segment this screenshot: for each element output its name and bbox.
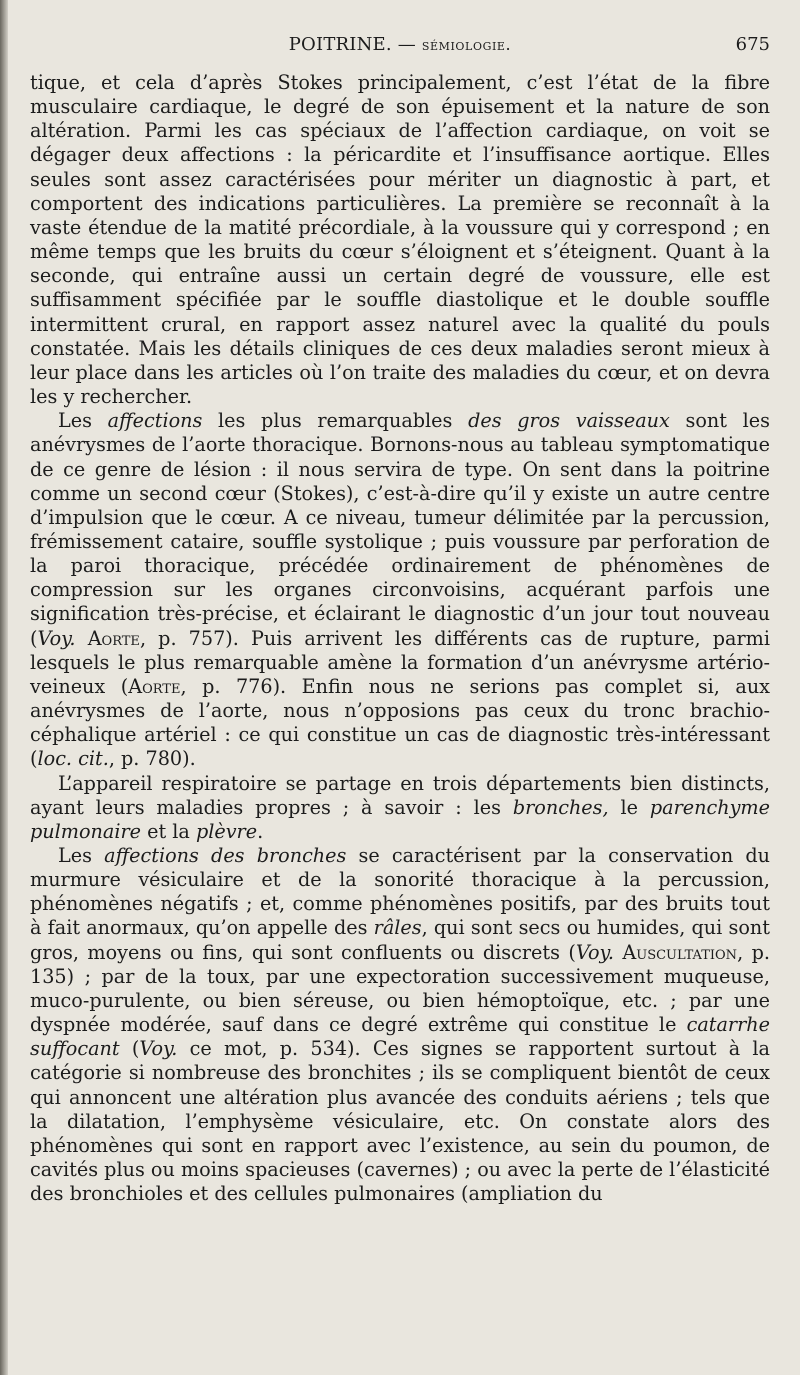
text-run: Les: [58, 409, 108, 433]
paragraph: [30, 71, 770, 409]
text-run: , p. 780).: [108, 747, 196, 771]
page-number: 675: [735, 34, 770, 55]
running-title-main: POITRINE. —: [288, 34, 422, 55]
running-title: [30, 34, 770, 55]
text-run: ce mot, p. 534). Ces signes se rapportent surtout à la catégorie si nombreuse des bronchites ; ils se compliquent bientôt de ceux qui annoncent une altération plus avancée des conduits aériens ; tels que la dilatation, l’emphysème vésiculaire, etc. On constate alors des phénomènes qui sont en rapport avec l’existence, au sein du poumon, de cavités plus ou moins spacieuses (cavernes) ; ou avec la perte de l’élasticité des bronchioles et des cellules pulmonaires (ampliation du: [30, 1037, 770, 1206]
italic-run: Voy.: [139, 1037, 178, 1061]
italic-run: Voy.: [37, 626, 76, 650]
italic-run: Voy.: [575, 940, 614, 964]
italic-run: catarrhe suffocant: [30, 1013, 770, 1061]
text-run: Les: [58, 844, 105, 867]
text-run: les plus remarquables: [202, 409, 469, 433]
body-text: [30, 71, 770, 1206]
italic-run: affections: [107, 409, 203, 433]
italic-run: parenchyme pulmonaire: [30, 795, 770, 843]
small-caps-run: Auscultation: [622, 940, 738, 964]
text-run: (: [119, 1037, 140, 1061]
text-run: .: [257, 819, 264, 843]
paragraph: [30, 409, 770, 771]
text-run: tique, et cela d’après Stokes principalement, c’est l’état de la fibre musculaire cardiaque, le degré de son épuisement et la nature de son altération. Parmi les cas spéciaux de l’affection cardiaque, on voit se dégager deux affections : la péricardite et l’insuffisance aortique. Elles seules sont assez caractérisées pour mériter un diagnostic à part, et comportent des indications particulières. La première se reconnaît à la vaste étendue de la matité précordiale, à la voussure qui y correspond ; en même temps que les bruits du cœur s’éloignent et s’éteignent. Quant à la seconde, qui entraîne aussi un certain degré de voussure, elle est suffisamment spécifiée par le souffle diastolique et le double souffle intermittent crural, en rapport assez naturel avec la qualité du pouls constatée. Mais les détails cliniques de ces deux maladies seront mieux à leur place dans les articles où l’on traite des maladies du cœur, et on devra les y rechercher.: [30, 71, 770, 409]
small-caps-run: Aorte: [128, 674, 181, 698]
text-run: , p. 135) ; par de la toux, par une expectoration successivement muqueuse, muco-purulente, ou bien séreuse, ou bien hémoptoïque, etc. ; par une dyspnée modérée, sauf dans ce degré extrême qui constitue le: [30, 940, 770, 1037]
text-run: , qui sont secs ou humides, qui sont gros, moyens ou fins, qui sont confluents ou discrets (: [30, 916, 770, 964]
text-run: L’appareil respiratoire se partage en trois départements bien distincts, ayant leurs maladies propres ; à savoir : les: [30, 771, 770, 819]
italic-run: affections des bronches: [104, 844, 347, 867]
text-run: [76, 627, 88, 650]
italic-run: râles: [373, 916, 422, 940]
paragraph: [30, 844, 770, 1206]
italic-run: plèvre: [195, 819, 258, 843]
running-title-sub: sémiologie.: [421, 35, 512, 54]
text-run: sont les anévrysmes de l’aorte thoracique. Bornons-nous au tableau symptomatique de ce genre de lésion : il nous servira de type. On sent dans la poitrine comme un second cœur (Stokes), c’est-à-dire qu’il y existe un autre centre d’impulsion que le cœur. A ce niveau, tumeur délimitée par la percussion, frémissement cataire, souffle systolique ; puis voussure par perforation de la paroi thoracique, précédée ordinairement de phénomènes de compression sur les organes circonvoisins, acquérant parfois une signification très-précise, et éclairant le diagnostic d’un jour tout nouveau (: [30, 409, 770, 650]
paragraph: [30, 772, 770, 844]
small-caps-run: Aorte: [87, 626, 140, 650]
italic-run: bronches,: [512, 795, 609, 819]
text-run: le: [608, 795, 650, 819]
italic-run: des gros vaisseaux: [468, 409, 670, 433]
running-header: [30, 30, 770, 66]
text-run: , p. 776). Enfin nous ne serions pas complet si, aux anévrysmes de l’aorte, nous n’opposions pas ceux du tronc brachio-céphalique artériel : ce qui constitue un cas de diagnostic très-intéressant (: [30, 674, 770, 771]
text-run: se caractérisent par la conservation du murmure vésiculaire et de la sonorité thoracique à la percussion, phénomènes négatifs ; et, comme phénomènes positifs, par des bruits tout à fait anormaux, qu’on appelle des: [30, 844, 770, 940]
text-run: et la: [140, 819, 196, 843]
text-run: , p. 757). Puis arrivent les différents cas de rupture, parmi lesquels le plus remarquable amène la formation d’un anévrysme artério-veineux (: [30, 626, 770, 698]
italic-run: loc. cit.: [37, 747, 109, 771]
